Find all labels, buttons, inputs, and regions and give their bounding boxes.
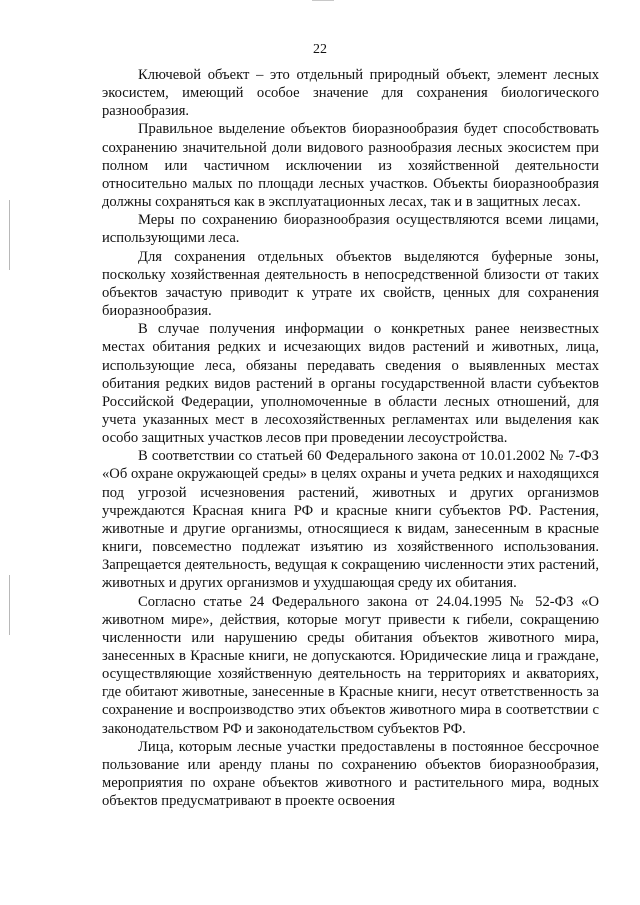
paragraph-law-wildlife: Согласно статье 24 Федерального закона от 24.04.1995 № 52-ФЗ «О животном мире», действия, которые могут привести к гибели, сокращению численности или нарушению среды обитания объектов животного мира, занесенных в Красные книги, не допускаются. Юридические лица и граждане, осуществляющие хозяйственную деятельность на территориях и акваториях, где обитают животные, занесенные в Красные книги, несут ответственность за сохранение и воспроизводство этих объектов животного мира в соответствии с законодательством РФ и законодательством субъектов РФ. xyxy=(102,593,599,737)
scan-artifact-left-upper xyxy=(9,200,10,270)
paragraph-conservation-measures: Меры по сохранению биоразнообразия осуществляются всеми лицами, использующими леса. xyxy=(102,212,599,247)
paragraph-biodiversity-objects: Правильное выделение объектов биоразнообразия будет способствовать сохранению значительной доли видового разнообразия лесных экосистем при полном или частичном исключении из хозяйственной деятельности относительно малых по площади лесных участков. Объекты биоразнообразия должны сохраняться как в эксплуатационных лесах, так и в защитных лесах. xyxy=(102,121,599,211)
paragraph-buffer-zones: Для сохранения отдельных объектов выделяются буферные зоны, поскольку хозяйственная деятельность в непосредственной близости от таких объектов зачастую приводит к утрате их свойств, ценных для сохранения биоразнообразия. xyxy=(102,248,599,320)
paragraph-law-environment: В соответствии со статьей 60 Федерального закона от 10.01.2002 № 7-ФЗ «Об охране окружающей среды» в целях охраны и учета редких и находящихся под угрозой исчезновения растений, животных и других организмов учреждаются Красная книга РФ и красные книги субъектов РФ. Растения, животные и другие организмы, относящиеся к видам, занесенным в красные книги, повсеместно подлежат изъятию из хозяйственного использования. Запрещается деятельность, ведущая к сокращению численности этих растений, животных и других организмов и ухудшающая среду их обитания. xyxy=(102,448,599,592)
body-text xyxy=(102,66,599,810)
page-number: 22 xyxy=(313,42,327,57)
paragraph-forest-users: Лица, которым лесные участки предоставлены в постоянное бессрочное пользование или аренду планы по сохранению объектов биоразнообразия, мероприятия по охране объектов животного и растительного мира, водных объектов предусматривают в проекте освоения xyxy=(102,738,599,810)
scan-artifact-left-lower xyxy=(9,575,10,635)
scan-artifact-top xyxy=(312,0,334,1)
paragraph-key-object: Ключевой объект – это отдельный природный объект, элемент лесных экосистем, имеющий особое значение для сохранения биологического разнообразия. xyxy=(102,67,599,120)
paragraph-rare-species-info: В случае получения информации о конкретных ранее неизвестных местах обитания редких и исчезающих видов растений и животных, лица, использующие леса, обязаны передавать сведения о выявленных местах обитания редких видов растений в органы государственной власти субъектов Российской Федерации, уполномоченные в области лесных отношений, для учета указанных мест в лесохозяйственных регламентах или выделения как особо защитных участков лесов при проведении лесоустройства. xyxy=(102,321,599,447)
